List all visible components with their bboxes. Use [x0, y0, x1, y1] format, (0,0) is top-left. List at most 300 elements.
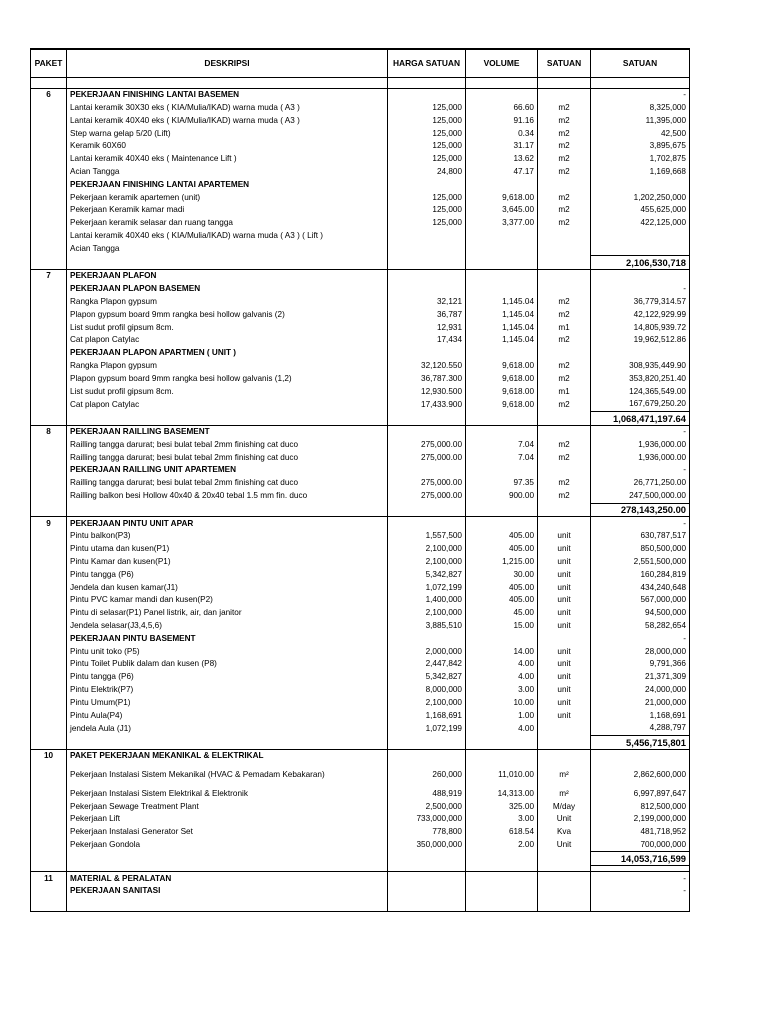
unit-price-cell: 3,885,510 [388, 620, 466, 633]
volume-cell: 15.00 [466, 620, 538, 633]
paket-cell: 6 [31, 89, 67, 102]
paket-cell [31, 256, 67, 270]
volume-cell: 3,377.00 [466, 217, 538, 230]
volume-cell: 7.04 [466, 451, 538, 464]
description-cell: PEKERJAAN SANITASI [67, 885, 388, 898]
unit-price-cell [388, 425, 466, 438]
table-row [31, 898, 690, 911]
table-row [31, 722, 690, 735]
total-cell: 5,456,715,801 [591, 735, 690, 749]
paket-cell [31, 722, 67, 735]
unit-cell [538, 425, 591, 438]
paket-cell [31, 451, 67, 464]
table-row [31, 556, 690, 569]
unit-cell: Unit [538, 813, 591, 826]
unit-cell [538, 872, 591, 885]
unit-cell [538, 885, 591, 898]
paket-cell [31, 620, 67, 633]
total-cell: 24,000,000 [591, 684, 690, 697]
volume-cell: 1.00 [466, 709, 538, 722]
table-row [31, 607, 690, 620]
total-cell: - [591, 425, 690, 438]
header-harga-satuan: HARGA SATUAN [388, 49, 466, 78]
unit-price-cell [388, 347, 466, 360]
table-row [31, 658, 690, 671]
description-cell: jendela Aula (J1) [67, 722, 388, 735]
unit-price-cell [388, 270, 466, 283]
unit-price-cell: 32,121 [388, 296, 466, 309]
unit-cell: Kva [538, 826, 591, 839]
volume-cell [466, 632, 538, 645]
volume-cell [466, 270, 538, 283]
paket-cell [31, 658, 67, 671]
paket-cell [31, 645, 67, 658]
total-cell: - [591, 517, 690, 530]
unit-cell: M/day [538, 800, 591, 813]
paket-cell [31, 439, 67, 452]
volume-cell [466, 749, 538, 762]
table-row [31, 398, 690, 411]
unit-cell: m2 [538, 451, 591, 464]
unit-price-cell: 275,000.00 [388, 451, 466, 464]
volume-cell: 9,618.00 [466, 385, 538, 398]
volume-cell [466, 89, 538, 102]
table-row [31, 296, 690, 309]
unit-price-cell: 17,434 [388, 334, 466, 347]
volume-cell: 405.00 [466, 581, 538, 594]
table-row [31, 78, 690, 89]
paket-cell: 7 [31, 270, 67, 283]
section-row [31, 517, 690, 530]
table-row [31, 645, 690, 658]
volume-cell [466, 256, 538, 270]
unit-price-cell: 5,342,827 [388, 671, 466, 684]
volume-cell: 14.00 [466, 645, 538, 658]
paket-cell [31, 309, 67, 322]
paket-cell [31, 885, 67, 898]
unit-cell: m2 [538, 204, 591, 217]
paket-cell [31, 217, 67, 230]
table-row [31, 347, 690, 360]
paket-cell [31, 684, 67, 697]
total-cell: 278,143,250.00 [591, 503, 690, 517]
unit-price-cell: 1,072,199 [388, 722, 466, 735]
volume-cell [466, 517, 538, 530]
paket-cell [31, 464, 67, 477]
section-row [31, 89, 690, 102]
description-cell: Step warna gelap 5/20 (Lift) [67, 127, 388, 140]
unit-cell [538, 749, 591, 762]
volume-cell: 4.00 [466, 658, 538, 671]
paket-cell [31, 826, 67, 839]
unit-cell: unit [538, 594, 591, 607]
unit-cell: m2 [538, 127, 591, 140]
total-cell [591, 243, 690, 256]
paket-cell: 10 [31, 749, 67, 762]
total-cell: - [591, 632, 690, 645]
unit-price-cell: 1,400,000 [388, 594, 466, 607]
paket-cell [31, 543, 67, 556]
header-deskripsi: DESKRIPSI [67, 49, 388, 78]
description-cell [67, 852, 388, 866]
unit-cell [538, 852, 591, 866]
paket-cell [31, 153, 67, 166]
description-cell: Pintu tangga (P6) [67, 568, 388, 581]
volume-cell: 618.54 [466, 826, 538, 839]
unit-price-cell: 733,000,000 [388, 813, 466, 826]
description-cell: Rangka Plapon gypsum [67, 360, 388, 373]
total-cell: - [591, 872, 690, 885]
header-satuan: SATUAN [538, 49, 591, 78]
description-cell: PEKERJAAN PLAPON APARTMEN ( UNIT ) [67, 347, 388, 360]
description-cell: Pintu tangga (P6) [67, 671, 388, 684]
volume-cell: 10.00 [466, 696, 538, 709]
table-row [31, 230, 690, 243]
table-row [31, 179, 690, 192]
unit-price-cell [388, 872, 466, 885]
description-cell [67, 411, 388, 425]
unit-cell: unit [538, 556, 591, 569]
description-cell: Pekerjaan Keramik kamar madi [67, 204, 388, 217]
paket-cell [31, 411, 67, 425]
paket-cell [31, 852, 67, 866]
description-cell: Railling balkon besi Hollow 40x40 & 20x40 tebal 1.5 mm fin. duco [67, 490, 388, 503]
volume-cell: 1,145.04 [466, 296, 538, 309]
unit-price-cell: 125,000 [388, 140, 466, 153]
description-cell: Pintu balkon(P3) [67, 530, 388, 543]
description-cell: Pekerjaan Lift [67, 813, 388, 826]
total-cell: - [591, 464, 690, 477]
table-row [31, 439, 690, 452]
description-cell: MATERIAL & PERALATAN [67, 872, 388, 885]
table-row [31, 309, 690, 322]
unit-cell [538, 411, 591, 425]
total-cell: 481,718,952 [591, 826, 690, 839]
volume-cell [466, 872, 538, 885]
description-cell: PEKERJAAN RAILLING UNIT APARTEMEN [67, 464, 388, 477]
description-cell: Plapon gypsum board 9mm rangka besi hollow galvanis (2) [67, 309, 388, 322]
volume-cell: 0.34 [466, 127, 538, 140]
description-cell: Cat plapon Catylac [67, 398, 388, 411]
total-cell: 58,282,654 [591, 620, 690, 633]
table-row [31, 385, 690, 398]
description-cell: PEKERJAAN FINISHING LANTAI APARTEMEN [67, 179, 388, 192]
total-cell: 28,000,000 [591, 645, 690, 658]
unit-cell: m2 [538, 477, 591, 490]
paket-cell [31, 347, 67, 360]
description-cell [67, 256, 388, 270]
volume-cell [466, 347, 538, 360]
unit-cell: m² [538, 787, 591, 800]
unit-cell: unit [538, 684, 591, 697]
table-row [31, 800, 690, 813]
description-cell: Railling tangga darurat; besi bulat tebal 2mm finishing cat duco [67, 477, 388, 490]
table-row [31, 671, 690, 684]
total-cell: 434,240,648 [591, 581, 690, 594]
description-cell: Jendela selasar(J3,4,5,6) [67, 620, 388, 633]
total-cell [591, 230, 690, 243]
total-cell: 26,771,250.00 [591, 477, 690, 490]
paket-cell [31, 321, 67, 334]
unit-price-cell [388, 243, 466, 256]
volume-cell [466, 179, 538, 192]
description-cell [67, 898, 388, 911]
unit-cell: unit [538, 696, 591, 709]
subtotal-row [31, 852, 690, 866]
unit-price-cell: 36,787.300 [388, 373, 466, 386]
unit-cell: unit [538, 645, 591, 658]
volume-cell: 3.00 [466, 813, 538, 826]
total-cell: 247,500,000.00 [591, 490, 690, 503]
description-cell: Keramik 60X60 [67, 140, 388, 153]
total-cell: 167,679,250.20 [591, 398, 690, 411]
unit-price-cell [388, 632, 466, 645]
description-cell [67, 78, 388, 89]
total-cell: 21,371,309 [591, 671, 690, 684]
total-cell: 6,997,897,647 [591, 787, 690, 800]
unit-price-cell: 125,000 [388, 115, 466, 128]
unit-price-cell [388, 283, 466, 296]
total-cell: 160,284,819 [591, 568, 690, 581]
unit-price-cell [388, 885, 466, 898]
volume-cell: 9,618.00 [466, 360, 538, 373]
total-cell: 630,787,517 [591, 530, 690, 543]
paket-cell [31, 696, 67, 709]
paket-cell [31, 127, 67, 140]
total-cell: 3,895,675 [591, 140, 690, 153]
paket-cell [31, 78, 67, 89]
table-row [31, 166, 690, 179]
volume-cell [466, 411, 538, 425]
total-cell: 850,500,000 [591, 543, 690, 556]
table-row [31, 490, 690, 503]
volume-cell: 13.62 [466, 153, 538, 166]
unit-cell: unit [538, 658, 591, 671]
unit-price-cell: 2,500,000 [388, 800, 466, 813]
paket-cell: 9 [31, 517, 67, 530]
unit-price-cell: 2,100,000 [388, 543, 466, 556]
table-row [31, 153, 690, 166]
subtotal-row [31, 256, 690, 270]
description-cell: Pekerjaan Gondola [67, 839, 388, 852]
header-paket: PAKET [31, 49, 67, 78]
subtotal-row [31, 411, 690, 425]
unit-cell: unit [538, 581, 591, 594]
volume-cell: 3,645.00 [466, 204, 538, 217]
table-row [31, 321, 690, 334]
volume-cell: 47.17 [466, 166, 538, 179]
total-cell: 94,500,000 [591, 607, 690, 620]
table-row [31, 594, 690, 607]
description-cell: PEKERJAAN PLAPON BASEMEN [67, 283, 388, 296]
unit-cell: unit [538, 671, 591, 684]
total-cell: 812,500,000 [591, 800, 690, 813]
total-cell: 9,791,366 [591, 658, 690, 671]
paket-cell [31, 191, 67, 204]
unit-cell: unit [538, 620, 591, 633]
unit-cell: Unit [538, 839, 591, 852]
unit-cell [538, 283, 591, 296]
unit-cell: m1 [538, 321, 591, 334]
volume-cell: 405.00 [466, 543, 538, 556]
unit-price-cell: 32,120.550 [388, 360, 466, 373]
total-cell: 19,962,512.86 [591, 334, 690, 347]
volume-cell: 900.00 [466, 490, 538, 503]
volume-cell: 1,145.04 [466, 334, 538, 347]
unit-cell: m2 [538, 439, 591, 452]
total-cell: 14,053,716,599 [591, 852, 690, 866]
volume-cell: 97.35 [466, 477, 538, 490]
unit-cell [538, 735, 591, 749]
paket-cell [31, 762, 67, 787]
unit-cell [538, 89, 591, 102]
unit-price-cell: 12,931 [388, 321, 466, 334]
description-cell: Lantai keramik 40X40 eks ( Maintenance Lift ) [67, 153, 388, 166]
table-row [31, 568, 690, 581]
description-cell: Pintu Toilet Publik dalam dan kusen (P8) [67, 658, 388, 671]
paket-cell [31, 334, 67, 347]
description-cell: List sudut profil gipsum 8cm. [67, 321, 388, 334]
description-cell: PEKERJAAN PINTU UNIT APAR [67, 517, 388, 530]
total-cell: 21,000,000 [591, 696, 690, 709]
unit-price-cell: 8,000,000 [388, 684, 466, 697]
description-cell: Jendela dan kusen kamar(J1) [67, 581, 388, 594]
unit-cell [538, 503, 591, 517]
volume-cell: 66.60 [466, 102, 538, 115]
description-cell: PEKERJAAN PLAFON [67, 270, 388, 283]
paket-cell [31, 568, 67, 581]
unit-price-cell: 275,000.00 [388, 477, 466, 490]
total-cell: 8,325,000 [591, 102, 690, 115]
unit-price-cell: 2,100,000 [388, 556, 466, 569]
total-cell [591, 898, 690, 911]
unit-price-cell: 1,557,500 [388, 530, 466, 543]
unit-price-cell [388, 735, 466, 749]
unit-price-cell: 5,342,827 [388, 568, 466, 581]
unit-price-cell: 1,168,691 [388, 709, 466, 722]
table-row [31, 464, 690, 477]
description-cell: Acian Tangga [67, 243, 388, 256]
description-cell: PAKET PEKERJAAN MEKANIKAL & ELEKTRIKAL [67, 749, 388, 762]
table-row [31, 709, 690, 722]
unit-cell: m2 [538, 166, 591, 179]
total-cell: 308,935,449.90 [591, 360, 690, 373]
table-row [31, 530, 690, 543]
unit-price-cell: 24,800 [388, 166, 466, 179]
section-row [31, 425, 690, 438]
unit-price-cell: 350,000,000 [388, 839, 466, 852]
table-row [31, 217, 690, 230]
description-cell: PEKERJAAN PINTU BASEMENT [67, 632, 388, 645]
unit-price-cell: 275,000.00 [388, 490, 466, 503]
description-cell: Pintu Umum(P1) [67, 696, 388, 709]
description-cell: Pintu unit toko (P5) [67, 645, 388, 658]
table-row [31, 885, 690, 898]
paket-cell [31, 581, 67, 594]
volume-cell: 9,618.00 [466, 373, 538, 386]
paket-cell [31, 477, 67, 490]
volume-cell: 1,145.04 [466, 309, 538, 322]
paket-cell [31, 503, 67, 517]
unit-cell: m2 [538, 296, 591, 309]
paket-cell [31, 140, 67, 153]
unit-cell: unit [538, 607, 591, 620]
unit-cell: m2 [538, 398, 591, 411]
unit-cell [538, 517, 591, 530]
paket-cell [31, 813, 67, 826]
paket-cell [31, 735, 67, 749]
volume-cell: 91.16 [466, 115, 538, 128]
description-cell: PEKERJAAN FINISHING LANTAI BASEMEN [67, 89, 388, 102]
description-cell: Pekerjaan Sewage Treatment Plant [67, 800, 388, 813]
total-cell: 1,936,000.00 [591, 451, 690, 464]
description-cell: Pekerjaan Instalasi Generator Set [67, 826, 388, 839]
volume-cell: 405.00 [466, 594, 538, 607]
total-cell: 353,820,251.40 [591, 373, 690, 386]
description-cell: Pintu Aula(P4) [67, 709, 388, 722]
paket-cell [31, 398, 67, 411]
total-cell: 1,702,875 [591, 153, 690, 166]
unit-cell: m² [538, 762, 591, 787]
unit-price-cell: 125,000 [388, 127, 466, 140]
paket-cell: 8 [31, 425, 67, 438]
table-row [31, 334, 690, 347]
total-cell: 14,805,939.72 [591, 321, 690, 334]
table-row [31, 204, 690, 217]
paket-cell [31, 385, 67, 398]
description-cell: Pintu di selasar(P1) Panel listrik, air, dan janitor [67, 607, 388, 620]
header-volume: VOLUME [466, 49, 538, 78]
unit-price-cell: 125,000 [388, 191, 466, 204]
header-row [31, 49, 690, 78]
table-row [31, 191, 690, 204]
unit-cell: unit [538, 530, 591, 543]
volume-cell [466, 852, 538, 866]
volume-cell: 14,313.00 [466, 787, 538, 800]
total-cell: 422,125,000 [591, 217, 690, 230]
unit-price-cell: 12,930.500 [388, 385, 466, 398]
unit-price-cell: 488,919 [388, 787, 466, 800]
volume-cell: 405.00 [466, 530, 538, 543]
unit-price-cell [388, 78, 466, 89]
total-cell: 1,168,691 [591, 709, 690, 722]
description-cell: Pintu Elektrik(P7) [67, 684, 388, 697]
table-row [31, 620, 690, 633]
table-row [31, 632, 690, 645]
volume-cell [466, 425, 538, 438]
subtotal-row [31, 735, 690, 749]
section-row [31, 270, 690, 283]
description-cell: Acian Tangga [67, 166, 388, 179]
description-cell: Railling tangga darurat; besi bulat tebal 2mm finishing cat duco [67, 451, 388, 464]
volume-cell [466, 735, 538, 749]
unit-cell: m2 [538, 309, 591, 322]
volume-cell [466, 885, 538, 898]
table-row [31, 826, 690, 839]
table-row [31, 543, 690, 556]
unit-cell [538, 464, 591, 477]
unit-cell: m2 [538, 102, 591, 115]
total-cell: 1,202,250,000 [591, 191, 690, 204]
description-cell [67, 735, 388, 749]
description-cell: Pekerjaan Instalasi Sistem Elektrikal & Elektronik [67, 787, 388, 800]
table-row [31, 581, 690, 594]
unit-cell: m2 [538, 334, 591, 347]
table-row [31, 373, 690, 386]
total-cell: - [591, 89, 690, 102]
table-row [31, 127, 690, 140]
volume-cell: 7.04 [466, 439, 538, 452]
